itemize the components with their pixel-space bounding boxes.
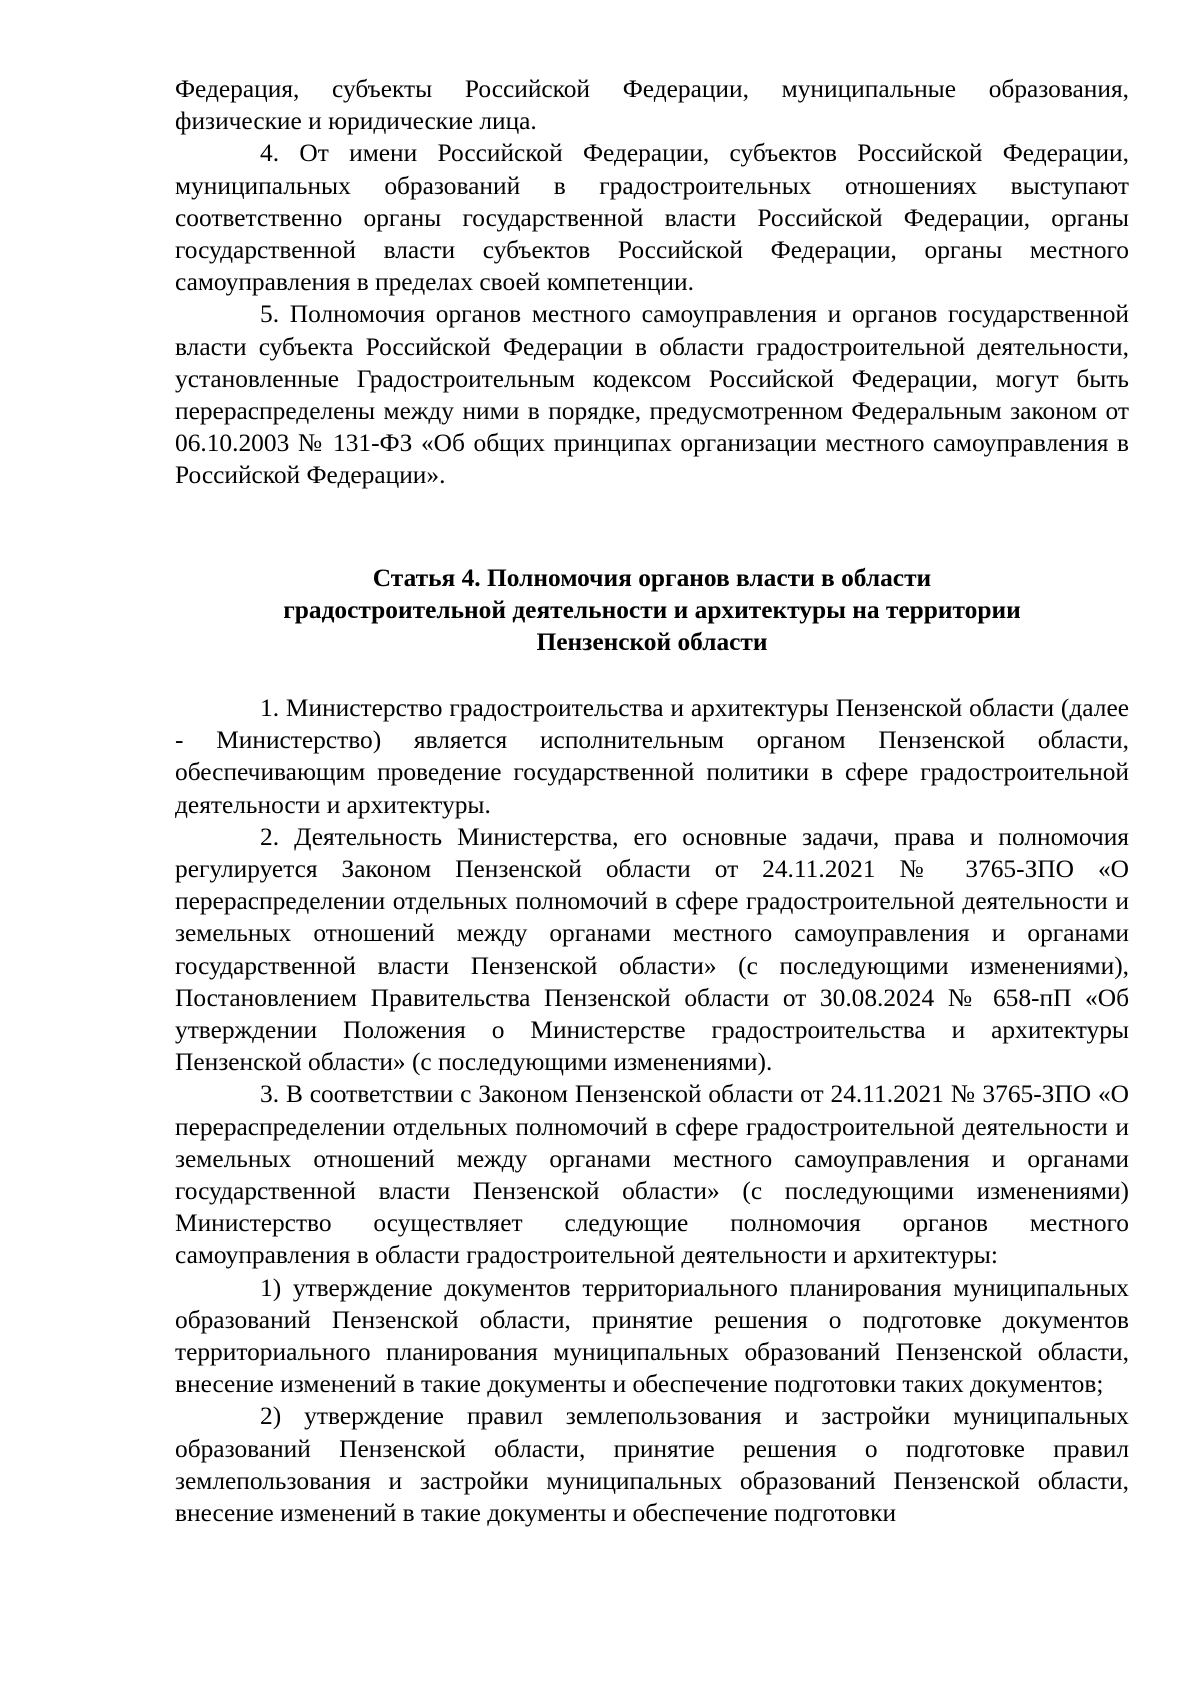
article-heading-line-3: Пензенской области xyxy=(536,628,768,657)
article-paragraph-1: 1. Министерство градостроительства и архитектуры Пензенской области (далее - Министерство) является исполнительным органом Пензенской области, обеспечивающим проведение государственной политики в сфере градостроительной деятельности и архитектуры. xyxy=(175,694,1129,819)
article-paragraph-2: 2. Деятельность Министерства, его основные задачи, права и полномочия регулируется Законом Пензенской области от 24.11.2021 № 3765-ЗПО «О перераспределении отдельных полномочий в сфере градостроительной деятельности и земельных отношений между органами местного самоуправления и органами государственной власти Пензенской области» (с последующими изменениями), Постановлением Правительства Пензенской области от 30.08.2024 № 658-пП «Об утверждении Положения о Министерстве градостроительства и архитектуры Пензенской области» (с последующими изменениями). xyxy=(175,822,1129,1077)
paragraph-item-5: 5. Полномочия органов местного самоуправления и органов государственной власти субъекта Российской Федерации в области градостроительной деятельности, установленные Градостроительным кодексом Российской Федерации, могут быть перераспределены между ними в порядке, предусмотренном Федеральным законом от 06.10.2003 № 131-ФЗ «Об общих принципах организации местного самоуправления в Российской Федерации». xyxy=(175,300,1129,490)
paragraph-item-4: 4. От имени Российской Федерации, субъектов Российской Федерации, муниципальных образований в градостроительных отношениях выступают соответственно органы государственной власти Российской Федерации, органы государственной власти субъектов Российской Федерации, органы местного самоуправления в пределах своей компетенции. xyxy=(175,139,1129,297)
paragraph-continuation: Федерация, субъекты Российской Федерации, муниципальные образования, физические и юридические лица. xyxy=(175,75,1129,136)
top-text-section xyxy=(175,73,1129,492)
article-paragraph-3: 3. В соответствии с Законом Пензенской области от 24.11.2021 № 3765-ЗПО «О перераспределении отдельных полномочий в сфере градостроительной деятельности и земельных отношений между органами местного самоуправления и органами государственной власти Пензенской области» (с последующими изменениями) Министерство осуществляет следующие полномочия органов местного самоуправления в области градостроительной деятельности и архитектуры: xyxy=(175,1080,1129,1270)
article-subitem-1: 1) утверждение документов территориального планирования муниципальных образований Пензенской области, принятие решения о подготовке документов территориального планирования муниципальных образований Пензенской области, внесение изменений в такие документы и обеспечение подготовки таких документов; xyxy=(175,1273,1129,1399)
article-heading xyxy=(175,562,1129,659)
article-subitem-2: 2) утверждение правил землепользования и застройки муниципальных образований Пензенской области, принятие решения о подготовке правил землепользования и застройки муниципальных образований Пензенской области, внесение изменений в такие документы и обеспечение подготовки xyxy=(175,1402,1129,1528)
article-heading-line-2: градостроительной деятельности и архитектуры на территории xyxy=(283,596,1021,625)
article-body xyxy=(175,692,1129,1529)
article-heading-line-1: Статья 4. Полномочия органов власти в области xyxy=(372,564,932,592)
